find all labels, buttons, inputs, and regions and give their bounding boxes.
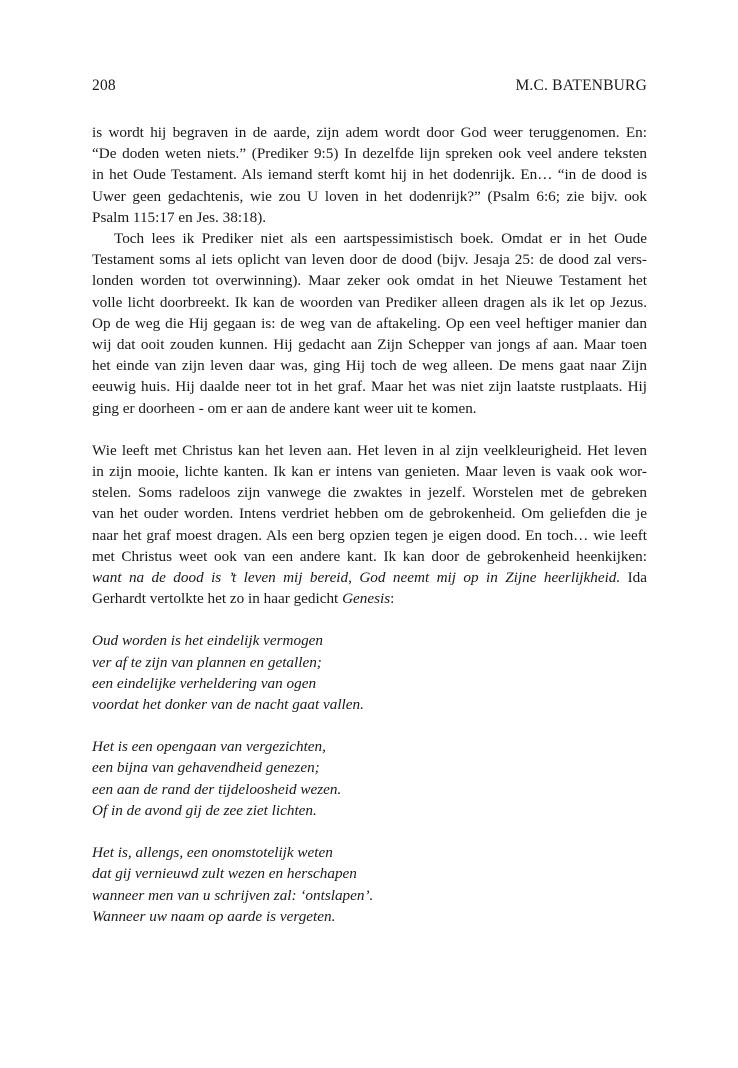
text-line: Uwer geen gedachtenis, wie zou U loven in het dodenrijk?” (Psalm 6:6; zie bijv. ook (92, 187, 647, 205)
text-line (92, 588, 647, 609)
text-line: het einde van zijn leven daar was, ging Hij toch de weg alleen. De mens gaat naar Zijn (92, 357, 647, 375)
poem-line: dat gij vernieuwd zult wezen en herschapen (92, 865, 357, 883)
poem-stanza-3 (92, 842, 647, 927)
poem-line: een eindelijke verheldering van ogen (92, 674, 317, 692)
poem-line: Wanneer uw naam op aarde is vergeten. (92, 907, 336, 925)
text-line: Toch lees ik Prediker niet als een aartspessimistisch boek. Omdat er in het Oude (114, 230, 647, 248)
poem-stanza-2 (92, 736, 647, 821)
text-line: Wie leeft met Christus kan het leven aan. Het leven in al zijn veelkleurigheid. Het leven (92, 441, 647, 459)
text-line: naar het graf moest dragen. Als een berg opzien tegen je eigen dood. En toch… wie leeft (92, 526, 647, 544)
text-line: wij dat ooit zouden kunnen. Hij gedacht aan Zijn Schepper van jongs af aan. Maar toen (92, 336, 647, 354)
paragraph-3 (92, 440, 647, 610)
page-number: 208 (92, 77, 116, 94)
text-line: met Christus weet ook van een andere kant. Ik kan door de gebrokenheid heenkijken: (92, 547, 647, 565)
colon: : (390, 590, 395, 608)
paragraph-1 (92, 122, 647, 228)
text-line: stelen. Soms radeloos zijn vanwege die zwaktes in jezelf. Worstelen met de gebreken (92, 484, 647, 502)
intro-text: Gerhardt vertolkte het zo in haar gedicht (92, 590, 343, 608)
text-line: Op de weg die Hij gegaan is: de weg van de aftakeling. Op een veel heftiger manier dan (92, 314, 647, 332)
quoted-hymn-line: want na de dood is ’t leven mij bereid, God neemt mij op in Zijne heerlijkheid. (92, 569, 621, 587)
poem-line: een aan de rand der tijdeloosheid wezen. (92, 780, 342, 798)
paragraph-2 (92, 228, 647, 419)
poem-line: wanneer men van u schrijven zal: ‘ontslapen’. (92, 886, 374, 904)
text-line: eeuwig huis. Hij daalde neer tot in het graf. Maar het was niet zijn laatste rustplaats. Hij (92, 378, 647, 396)
quote-attribution: Ida (620, 569, 647, 587)
poem (92, 630, 647, 926)
text-line: londen worden tot overwinning). Maar zeker ook omdat in het Nieuwe Testament het (92, 272, 647, 290)
author-name: M.C. BATENBURG (515, 77, 647, 94)
text-line: “De doden weten niets.” (Prediker 9:5) In dezelfde lijn spreken ook veel andere teksten (92, 145, 647, 163)
text-line: Psalm 115:17 en Jes. 38:18). (92, 208, 267, 226)
poem-line: Oud worden is het eindelijk vermogen (92, 632, 323, 650)
text-line: Testament soms al iets oplicht van leven door de dood (bijv. Jesaja 25: de dood zal vers- (92, 251, 647, 269)
poem-title: Genesis (342, 590, 391, 608)
poem-stanza-1 (92, 630, 647, 715)
poem-line: voordat het donker van de nacht gaat vallen. (92, 696, 364, 714)
poem-line: een bijna van gehavendheid genezen; (92, 759, 320, 777)
text-line: volle licht doorbreekt. Ik kan de woorden van Prediker alleen dragen als ik let op Jezus. (92, 293, 647, 311)
text-line (92, 567, 647, 588)
text-line: van het ouder worden. Intens verdriet hebben om de gebrokenheid. Om geliefden die je (92, 505, 647, 523)
poem-line: Het is, allengs, een onomstotelijk weten (92, 844, 333, 862)
body-text (92, 122, 647, 609)
poem-line: Het is een opengaan van vergezichten, (92, 738, 326, 756)
running-head (92, 76, 647, 96)
poem-line: ver af te zijn van plannen en getallen; (92, 653, 322, 671)
text-line: in zijn mooie, lichte kanten. Ik kan er intens van genieten. Maar leven is vaak ook wor- (92, 463, 647, 481)
text-line: is wordt hij begraven in de aarde, zijn adem wordt door God weer teruggenomen. En: (92, 124, 647, 141)
poem-line: Of in de avond gij de zee ziet lichten. (92, 801, 317, 819)
text-line: in het Oude Testament. Als iemand sterft komt hij in het dodenrijk. En… “in de dood is (92, 166, 647, 184)
book-page (92, 76, 647, 948)
text-line: ging er doorheen - om er aan de andere kant weer uit te komen. (92, 399, 477, 417)
